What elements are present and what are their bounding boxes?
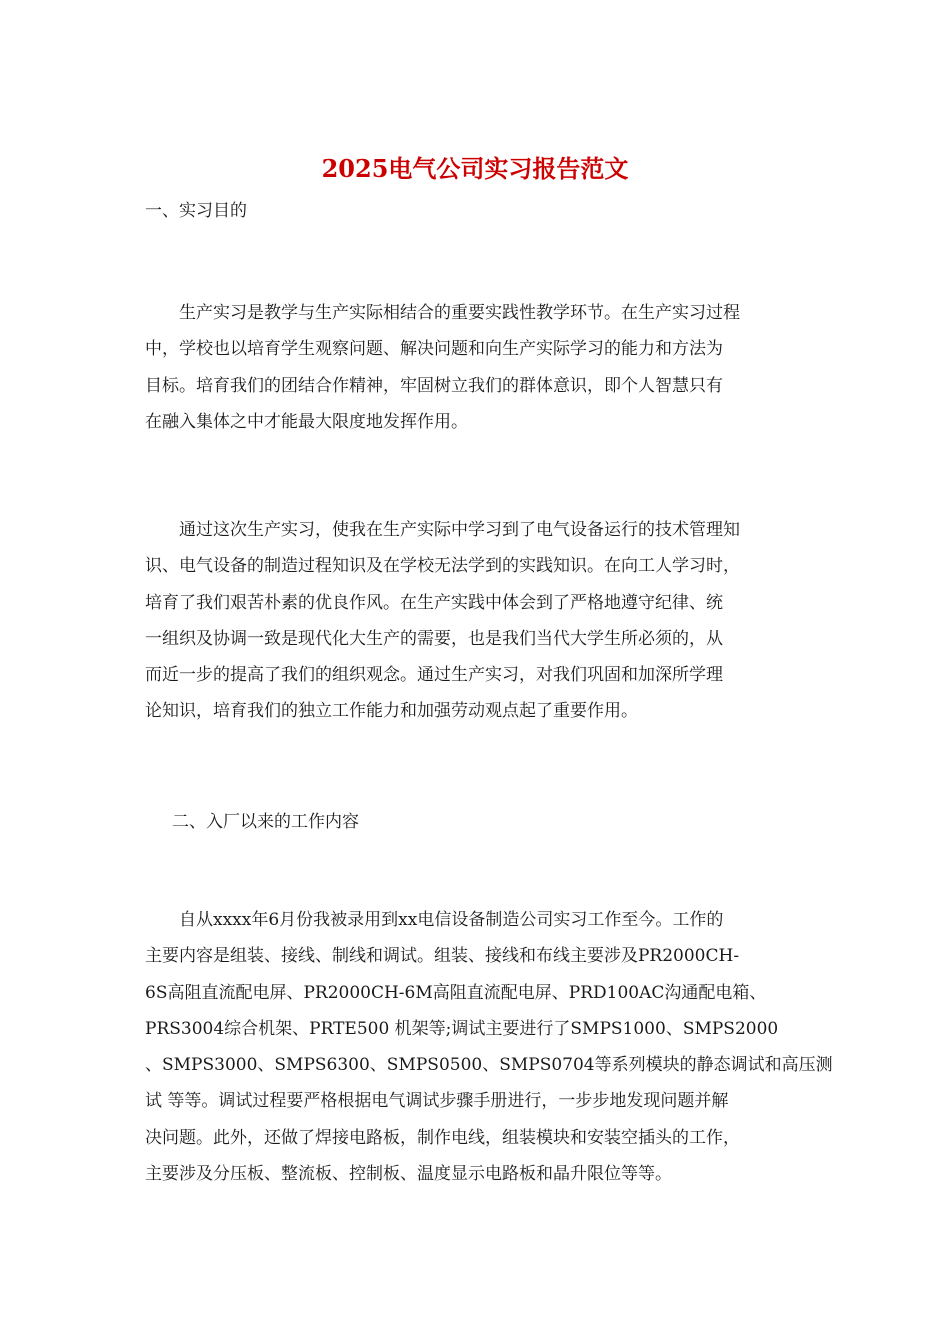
paragraph-line: 而近一步的提高了我们的组织观念。通过生产实习，对我们巩固和加深所学理 bbox=[145, 665, 723, 686]
paragraph-line: 主要内容是组装、接线、制线和调试。组装、接线和布线主要涉及PR2000CH- bbox=[145, 946, 740, 967]
paragraph-purpose bbox=[145, 295, 805, 440]
document-title: 2025电气公司实习报告范文 bbox=[321, 154, 629, 183]
paragraph-internship-gains bbox=[145, 512, 805, 730]
paragraph-line: 目标。培育我们的团结合作精神，牢固树立我们的群体意识，即个人智慧只有 bbox=[145, 375, 723, 396]
paragraph-line: 论知识，培育我们的独立工作能力和加强劳动观点起了重要作用。 bbox=[145, 701, 638, 722]
section-heading-purpose: 一、实习目的 bbox=[145, 201, 247, 221]
paragraph-line: 通过这次生产实习，使我在生产实际中学习到了电气设备运行的技术管理知 bbox=[145, 520, 740, 540]
section-heading-work-content: 二、入厂以来的工作内容 bbox=[172, 812, 359, 832]
paragraph-line: PRS3004综合机架、PRTE500 机架等;调试主要进行了SMPS1000、SMPS2000 bbox=[145, 1018, 779, 1039]
paragraph-line: 培育了我们艰苦朴素的优良作风。在生产实践中体会到了严格地遵守纪律、统 bbox=[145, 592, 723, 613]
paragraph-work-content bbox=[145, 902, 833, 1192]
paragraph-line: 一组织及协调一致是现代化大生产的需要，也是我们当代大学生所必须的，从 bbox=[145, 628, 723, 649]
paragraph-line: 试 等等。调试过程要严格根据电气调试步骤手册进行，一步步地发现问题并解 bbox=[145, 1091, 729, 1112]
paragraph-line: 生产实习是教学与生产实际相结合的重要实践性教学环节。在生产实习过程 bbox=[145, 303, 740, 323]
paragraph-line: 主要涉及分压板、整流板、控制板、温度显示电路板和晶升限位等等。 bbox=[145, 1164, 672, 1185]
paragraph-line: 自从xxxx年6月份我被录用到xx电信设备制造公司实习工作至今。工作的 bbox=[145, 910, 724, 930]
paragraph-line: 中，学校也以培育学生观察问题、解决问题和向生产实际学习的能力和方法为 bbox=[145, 339, 723, 360]
paragraph-line: 6S高阻直流配电屏、PR2000CH-6M高阻直流配电屏、PRD100AC沟通配电箱、 bbox=[145, 982, 767, 1003]
paragraph-line: 、SMPS3000、SMPS6300、SMPS0500、SMPS0704等系列模块的静态调试和高压测 bbox=[145, 1055, 833, 1076]
paragraph-line: 识、电气设备的制造过程知识及在学校无法学到的实践知识。在向工人学习时， bbox=[145, 556, 740, 577]
paragraph-line: 在融入集体之中才能最大限度地发挥作用。 bbox=[145, 411, 468, 432]
paragraph-line: 决问题。此外，还做了焊接电路板，制作电线，组装模块和安装空插头的工作， bbox=[145, 1127, 740, 1148]
